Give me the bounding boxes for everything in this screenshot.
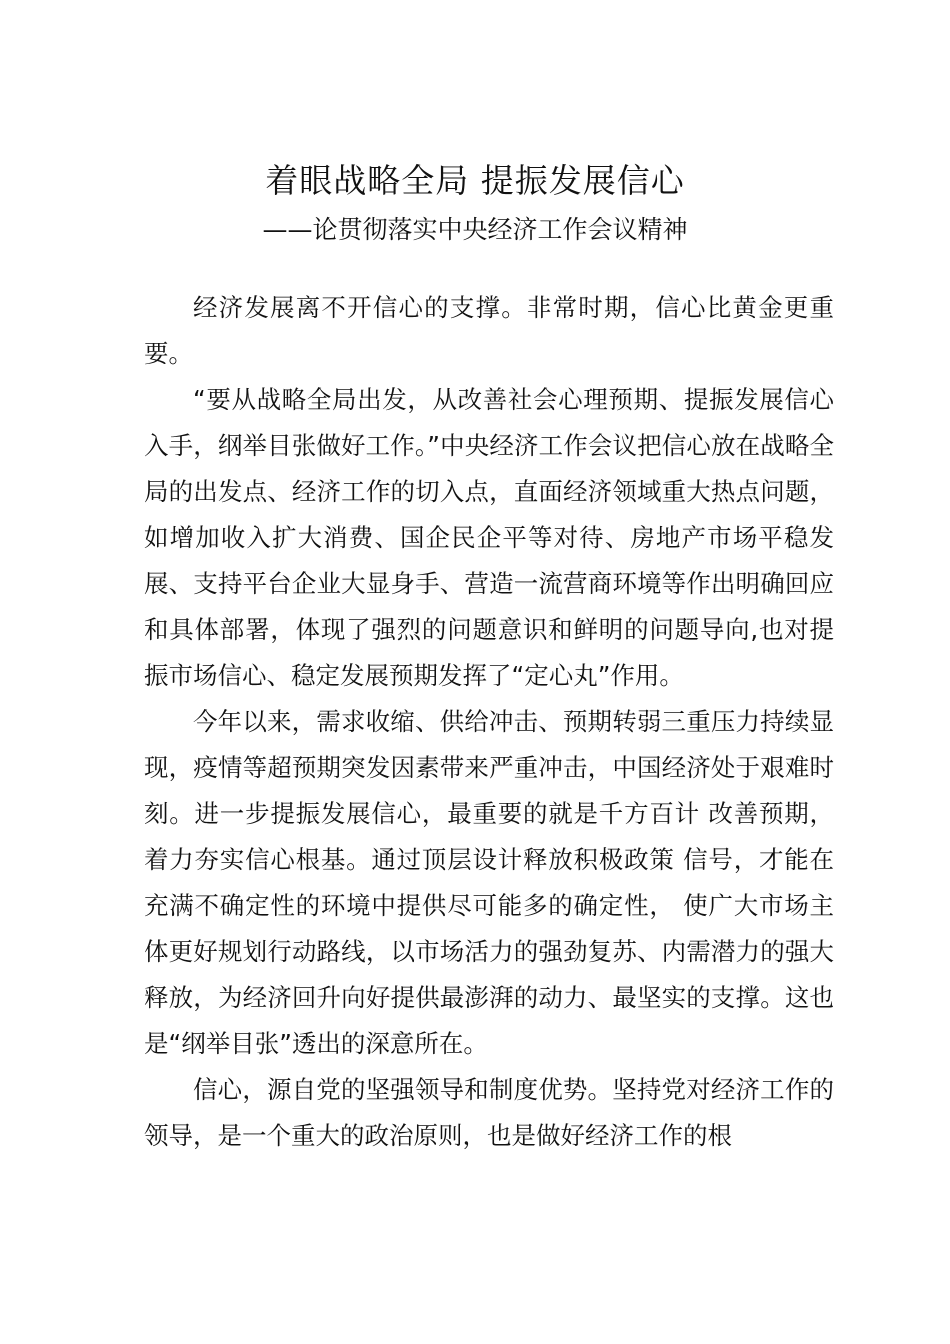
paragraph: 信心，源自党的坚强领导和制度优势。坚持党对经济工作的领导，是一个重大的政治原则，也是做好经济工作的根	[144, 1075, 834, 1150]
paragraph: 今年以来，需求收缩、供给冲击、预期转弱三重压力持续显现，疫情等超预期突发因素带来严重冲击，中国经济处于艰难时刻。进一步提振发展信心，最重要的就是千方百计 改善预期，着力夯实信心根基。通过顶层设计释放积极政策 信号，才能在充满不确定性的环境中提供尽可能多的确定性， 使广大市场主体更好规划行动路线，以市场活力的强劲复苏、内需潜力的强大释放，为经济回升向好提供最澎湃的动力、最坚实的支撑。这也是“纲举目张”透出的深意所在。	[144, 707, 834, 1058]
paragraph: “要从战略全局出发，从改善社会心理预期、提振发展信心入手，纲举目张做好工作。”中央经济工作会议把信心放在战略全局的出发点、经济工作的切入点，直面经济领域重大热点问题，如增加收入扩大消费、国企民企平等对待、房地产市场平稳发展、支持平台企业大显身手、营造一流营商环境等作出明确回应和具体部署，体现了强烈的问题意识和鲜明的问题导向,也对提振市场信心、稳定发展预期发挥了“定心丸”作用。	[144, 385, 834, 690]
document-body	[144, 285, 834, 1159]
document-subtitle: ——论贯彻落实中央经济工作会议精神	[262, 215, 688, 244]
document-title: 着眼战略全局 提振发展信心	[265, 161, 685, 200]
paragraph: 经济发展离不开信心的支撑。非常时期，信心比黄金更重要。	[144, 293, 834, 368]
